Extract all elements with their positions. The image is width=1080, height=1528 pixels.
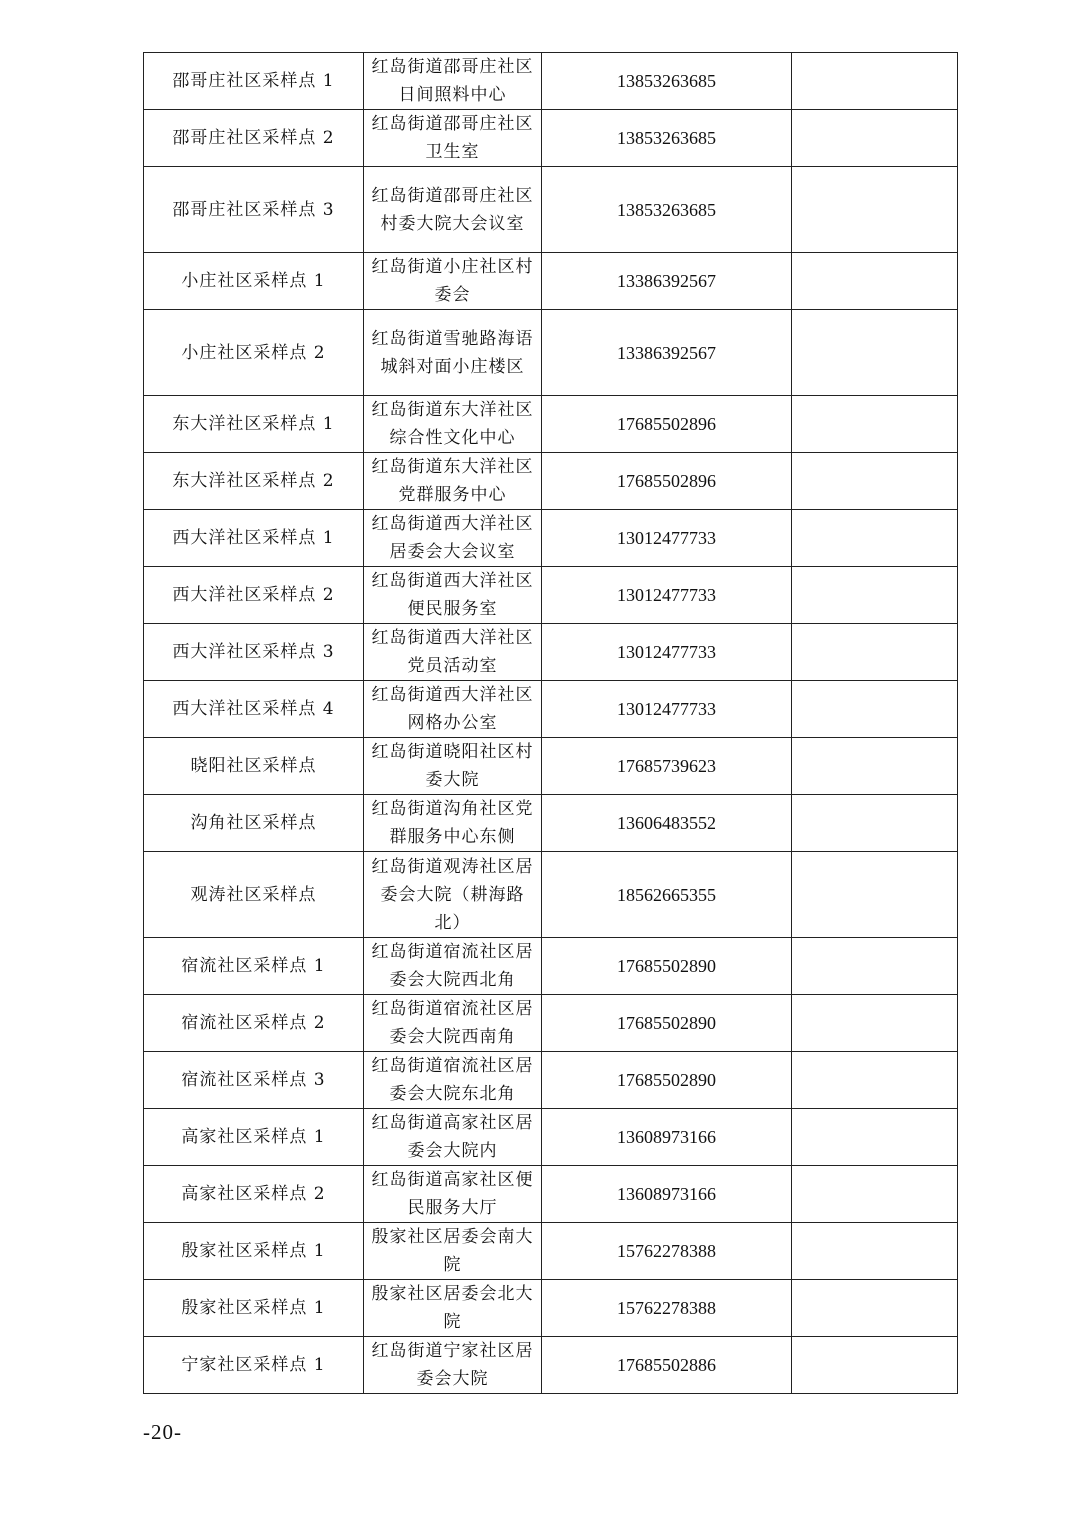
phone-cell: 13386392567 [542,253,792,310]
site-name-cell: 东大洋社区采样点 2 [144,453,364,510]
address-cell: 殷家社区居委会南大院 [364,1223,542,1280]
site-name-cell: 邵哥庄社区采样点 3 [144,167,364,253]
note-cell [792,1052,958,1109]
note-cell [792,1166,958,1223]
site-name-cell: 西大洋社区采样点 3 [144,624,364,681]
site-name-cell: 邵哥庄社区采样点 2 [144,110,364,167]
table-body [144,53,958,1394]
note-cell [792,624,958,681]
phone-cell: 15762278388 [542,1280,792,1337]
table-row [144,453,958,510]
table-row [144,852,958,938]
address-cell: 红岛街道宁家社区居委会大院 [364,1337,542,1394]
site-name-cell: 高家社区采样点 1 [144,1109,364,1166]
site-name-cell: 宁家社区采样点 1 [144,1337,364,1394]
table-row [144,253,958,310]
phone-cell: 13606483552 [542,795,792,852]
site-name-cell: 小庄社区采样点 2 [144,310,364,396]
address-cell: 红岛街道高家社区居委会大院内 [364,1109,542,1166]
phone-cell: 13012477733 [542,624,792,681]
phone-cell: 17685502890 [542,1052,792,1109]
site-name-cell: 小庄社区采样点 1 [144,253,364,310]
phone-cell: 17685502886 [542,1337,792,1394]
address-cell: 红岛街道宿流社区居委会大院西北角 [364,938,542,995]
address-cell: 红岛街道晓阳社区村委大院 [364,738,542,795]
address-cell: 红岛街道邵哥庄社区日间照料中心 [364,53,542,110]
table-row [144,738,958,795]
phone-cell: 13012477733 [542,681,792,738]
page-number: -20- [143,1420,182,1444]
table-row [144,795,958,852]
address-cell: 红岛街道观涛社区居委会大院（耕海路北） [364,852,542,938]
address-cell: 红岛街道西大洋社区党员活动室 [364,624,542,681]
site-name-cell: 高家社区采样点 2 [144,1166,364,1223]
site-name-cell: 观涛社区采样点 [144,852,364,938]
note-cell [792,53,958,110]
note-cell [792,938,958,995]
phone-cell: 15762278388 [542,1223,792,1280]
site-name-cell: 宿流社区采样点 3 [144,1052,364,1109]
site-name-cell: 西大洋社区采样点 2 [144,567,364,624]
phone-cell: 13386392567 [542,310,792,396]
table-row [144,1337,958,1394]
table-row [144,510,958,567]
table-row [144,567,958,624]
address-cell: 红岛街道西大洋社区便民服务室 [364,567,542,624]
address-cell: 红岛街道小庄社区村委会 [364,253,542,310]
note-cell [792,167,958,253]
phone-cell: 13853263685 [542,167,792,253]
phone-cell: 17685502890 [542,995,792,1052]
site-name-cell: 殷家社区采样点 1 [144,1223,364,1280]
note-cell [792,738,958,795]
address-cell: 红岛街道宿流社区居委会大院东北角 [364,1052,542,1109]
note-cell [792,681,958,738]
site-name-cell: 宿流社区采样点 1 [144,938,364,995]
phone-cell: 13012477733 [542,567,792,624]
address-cell: 红岛街道东大洋社区综合性文化中心 [364,396,542,453]
phone-cell: 13853263685 [542,110,792,167]
note-cell [792,1280,958,1337]
table-row [144,53,958,110]
phone-cell: 13853263685 [542,53,792,110]
table-row [144,110,958,167]
phone-cell: 13012477733 [542,510,792,567]
site-name-cell: 宿流社区采样点 2 [144,995,364,1052]
table-row [144,396,958,453]
sampling-sites-table [143,52,958,1394]
table-row [144,995,958,1052]
site-name-cell: 西大洋社区采样点 4 [144,681,364,738]
address-cell: 殷家社区居委会北大院 [364,1280,542,1337]
table-row [144,681,958,738]
note-cell [792,567,958,624]
note-cell [792,1109,958,1166]
table-row [144,310,958,396]
phone-cell: 17685502896 [542,396,792,453]
address-cell: 红岛街道高家社区便民服务大厅 [364,1166,542,1223]
note-cell [792,1223,958,1280]
site-name-cell: 西大洋社区采样点 1 [144,510,364,567]
note-cell [792,852,958,938]
site-name-cell: 东大洋社区采样点 1 [144,396,364,453]
table-row [144,938,958,995]
site-name-cell: 邵哥庄社区采样点 1 [144,53,364,110]
table-row [144,167,958,253]
address-cell: 红岛街道雪驰路海语城斜对面小庄楼区 [364,310,542,396]
note-cell [792,110,958,167]
address-cell: 红岛街道邵哥庄社区卫生室 [364,110,542,167]
note-cell [792,510,958,567]
address-cell: 红岛街道宿流社区居委会大院西南角 [364,995,542,1052]
address-cell: 红岛街道邵哥庄社区村委大院大会议室 [364,167,542,253]
table-row [144,1223,958,1280]
note-cell [792,1337,958,1394]
address-cell: 红岛街道东大洋社区党群服务中心 [364,453,542,510]
note-cell [792,795,958,852]
note-cell [792,310,958,396]
phone-cell: 17685502896 [542,453,792,510]
site-name-cell: 沟角社区采样点 [144,795,364,852]
phone-cell: 13608973166 [542,1109,792,1166]
table-row [144,1280,958,1337]
phone-cell: 18562665355 [542,852,792,938]
site-name-cell: 殷家社区采样点 1 [144,1280,364,1337]
phone-cell: 17685502890 [542,938,792,995]
site-name-cell: 晓阳社区采样点 [144,738,364,795]
table-row [144,624,958,681]
address-cell: 红岛街道西大洋社区网格办公室 [364,681,542,738]
phone-cell: 13608973166 [542,1166,792,1223]
table-row [144,1109,958,1166]
table-row [144,1166,958,1223]
note-cell [792,396,958,453]
address-cell: 红岛街道西大洋社区居委会大会议室 [364,510,542,567]
table-row [144,1052,958,1109]
phone-cell: 17685739623 [542,738,792,795]
note-cell [792,995,958,1052]
note-cell [792,453,958,510]
address-cell: 红岛街道沟角社区党群服务中心东侧 [364,795,542,852]
note-cell [792,253,958,310]
